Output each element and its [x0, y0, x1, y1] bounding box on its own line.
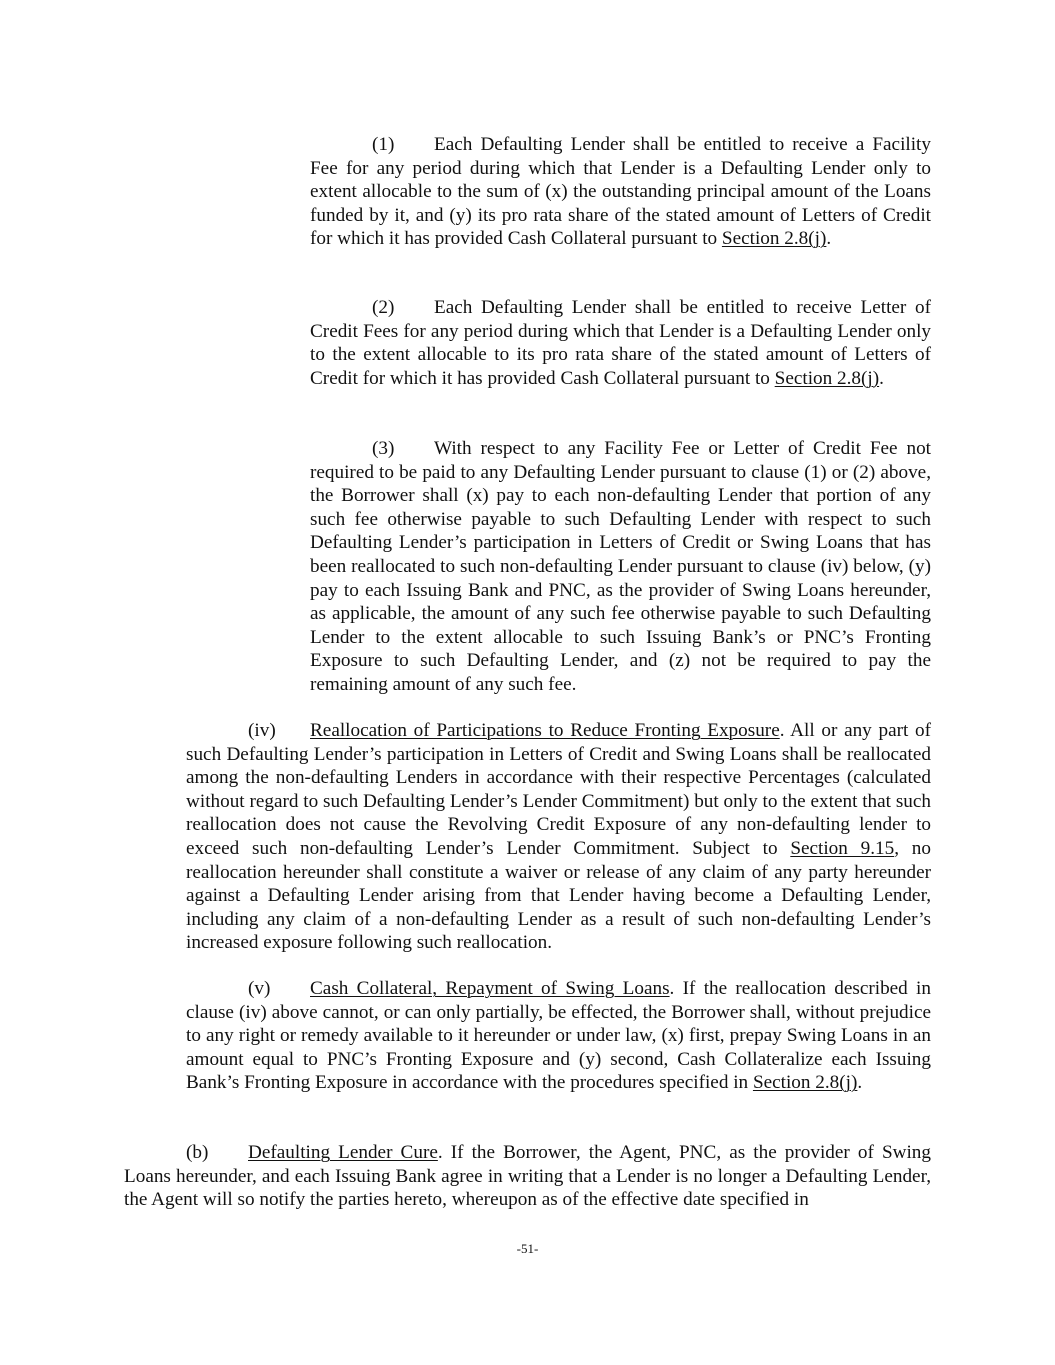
paragraph-1 — [310, 133, 931, 251]
paragraph-b — [124, 1141, 931, 1212]
section-reference: Section 2.8(j) — [752, 1072, 858, 1094]
paragraph-number: (b) — [186, 1142, 209, 1163]
paragraph-text-end: , no reallocation hereunder shall constitute a waiver or release of any claim of any party hereunder against a Defaulting Lender arising from that Lender having become a Defaulting Lender, including any claim of a non-defaulting Lender as a result of such non-defaulting Lender’s increased exposure following such reallocation. — [186, 837, 931, 954]
paragraph-text-end: . — [879, 367, 884, 389]
paragraph-heading: Cash Collateral, Repayment of Swing Loans — [310, 978, 670, 999]
paragraph-number: (2) — [372, 297, 395, 318]
paragraph-text: Each Defaulting Lender shall be entitled to receive Letter of Credit Fees for any period during which that Lender is a Defaulting Lender only to the extent allocable to its pro rata share of the stated amount of Letters of Credit for which it has provided Cash Collateral pursuant to — [310, 297, 931, 389]
paragraph-number: (iv) — [248, 720, 276, 741]
section-reference: Section 2.8(j) — [774, 367, 880, 389]
paragraph-text: Each Defaulting Lender shall be entitled to receive a Facility Fee for any period during which that Lender is a Defaulting Lender only to extent allocable to the sum of (x) the outstanding principal amount of the Loans funded by it, and (y) its pro rata share of the stated amount of Letters of Credit for which it has provided Cash Collateral pursuant to — [310, 134, 931, 250]
paragraph-iv — [186, 719, 931, 955]
paragraph-heading: Reallocation of Participations to Reduce Fronting Exposure — [310, 720, 780, 741]
paragraph-number: (3) — [372, 438, 395, 459]
paragraph-text: . If the Borrower, the Agent, PNC, as the provider of Swing Loans hereunder, and each Issuing Bank agree in writing that a Lender is no longer a Defaulting Lender, the Agent will so notify the parties hereto, whereupon as of the effective date specified in — [124, 1142, 931, 1211]
section-reference: Section 2.8(j) — [721, 228, 827, 250]
paragraph-v — [186, 977, 931, 1095]
paragraph-text: . If the reallocation described in clause (iv) above cannot, or can only partially, be effected, the Borrower shall, without prejudice to any right or remedy available to it hereunder or under law, (x) first, prepay Swing Loans in an amount equal to PNC’s Fronting Exposure and (y) second, Cash Collateralize each Issuing Bank’s Fronting Exposure in accordance with the procedures specified in — [186, 978, 931, 1094]
paragraph-2 — [310, 296, 931, 390]
paragraph-text: . All or any part of such Defaulting Lender’s participation in Letters of Credit and Swing Loans shall be reallocated among the non-defaulting Lenders in accordance with their respective Percentages (calculated without regard to such Defaulting Lender’s Lender Commitment) but only to the extent that such reallocation does not cause the Revolving Credit Exposure of any non-defaulting lender to exceed such non-defaulting Lender’s Lender Commitment. Subject to — [186, 720, 931, 859]
section-reference: Section 9.15 — [790, 837, 895, 859]
paragraph-heading: Defaulting Lender Cure — [248, 1142, 438, 1163]
paragraph-3 — [310, 437, 931, 697]
paragraph-text-end: . — [826, 228, 832, 250]
paragraph-number: (v) — [248, 978, 271, 999]
paragraph-text: With respect to any Facility Fee or Letter of Credit Fee not required to be paid to any Defaulting Lender pursuant to clause (1) or (2) above, the Borrower shall (x) pay to each non-defaulting Lender that portion of any such fee otherwise payable to such Defaulting Lender with respect to such Defaulting Lender’s participation in Letters of Credit or Swing Loans that has been reallocated to such non-defaulting Lender pursuant to clause (iv) below, (y) pay to each Issuing Bank and PNC, as the provider of Swing Loans hereunder, as applicable, the amount of any such fee otherwise payable to such Defaulting Lender to the extent allocable to such Issuing Bank’s or PNC’s Fronting Exposure to such Defaulting Lender, and (z) not be required to pay the remaining amount of any such fee. — [310, 438, 931, 695]
paragraph-number: (1) — [372, 134, 395, 155]
page-number: -51- — [516, 1241, 539, 1256]
paragraph-text-end: . — [857, 1072, 863, 1094]
